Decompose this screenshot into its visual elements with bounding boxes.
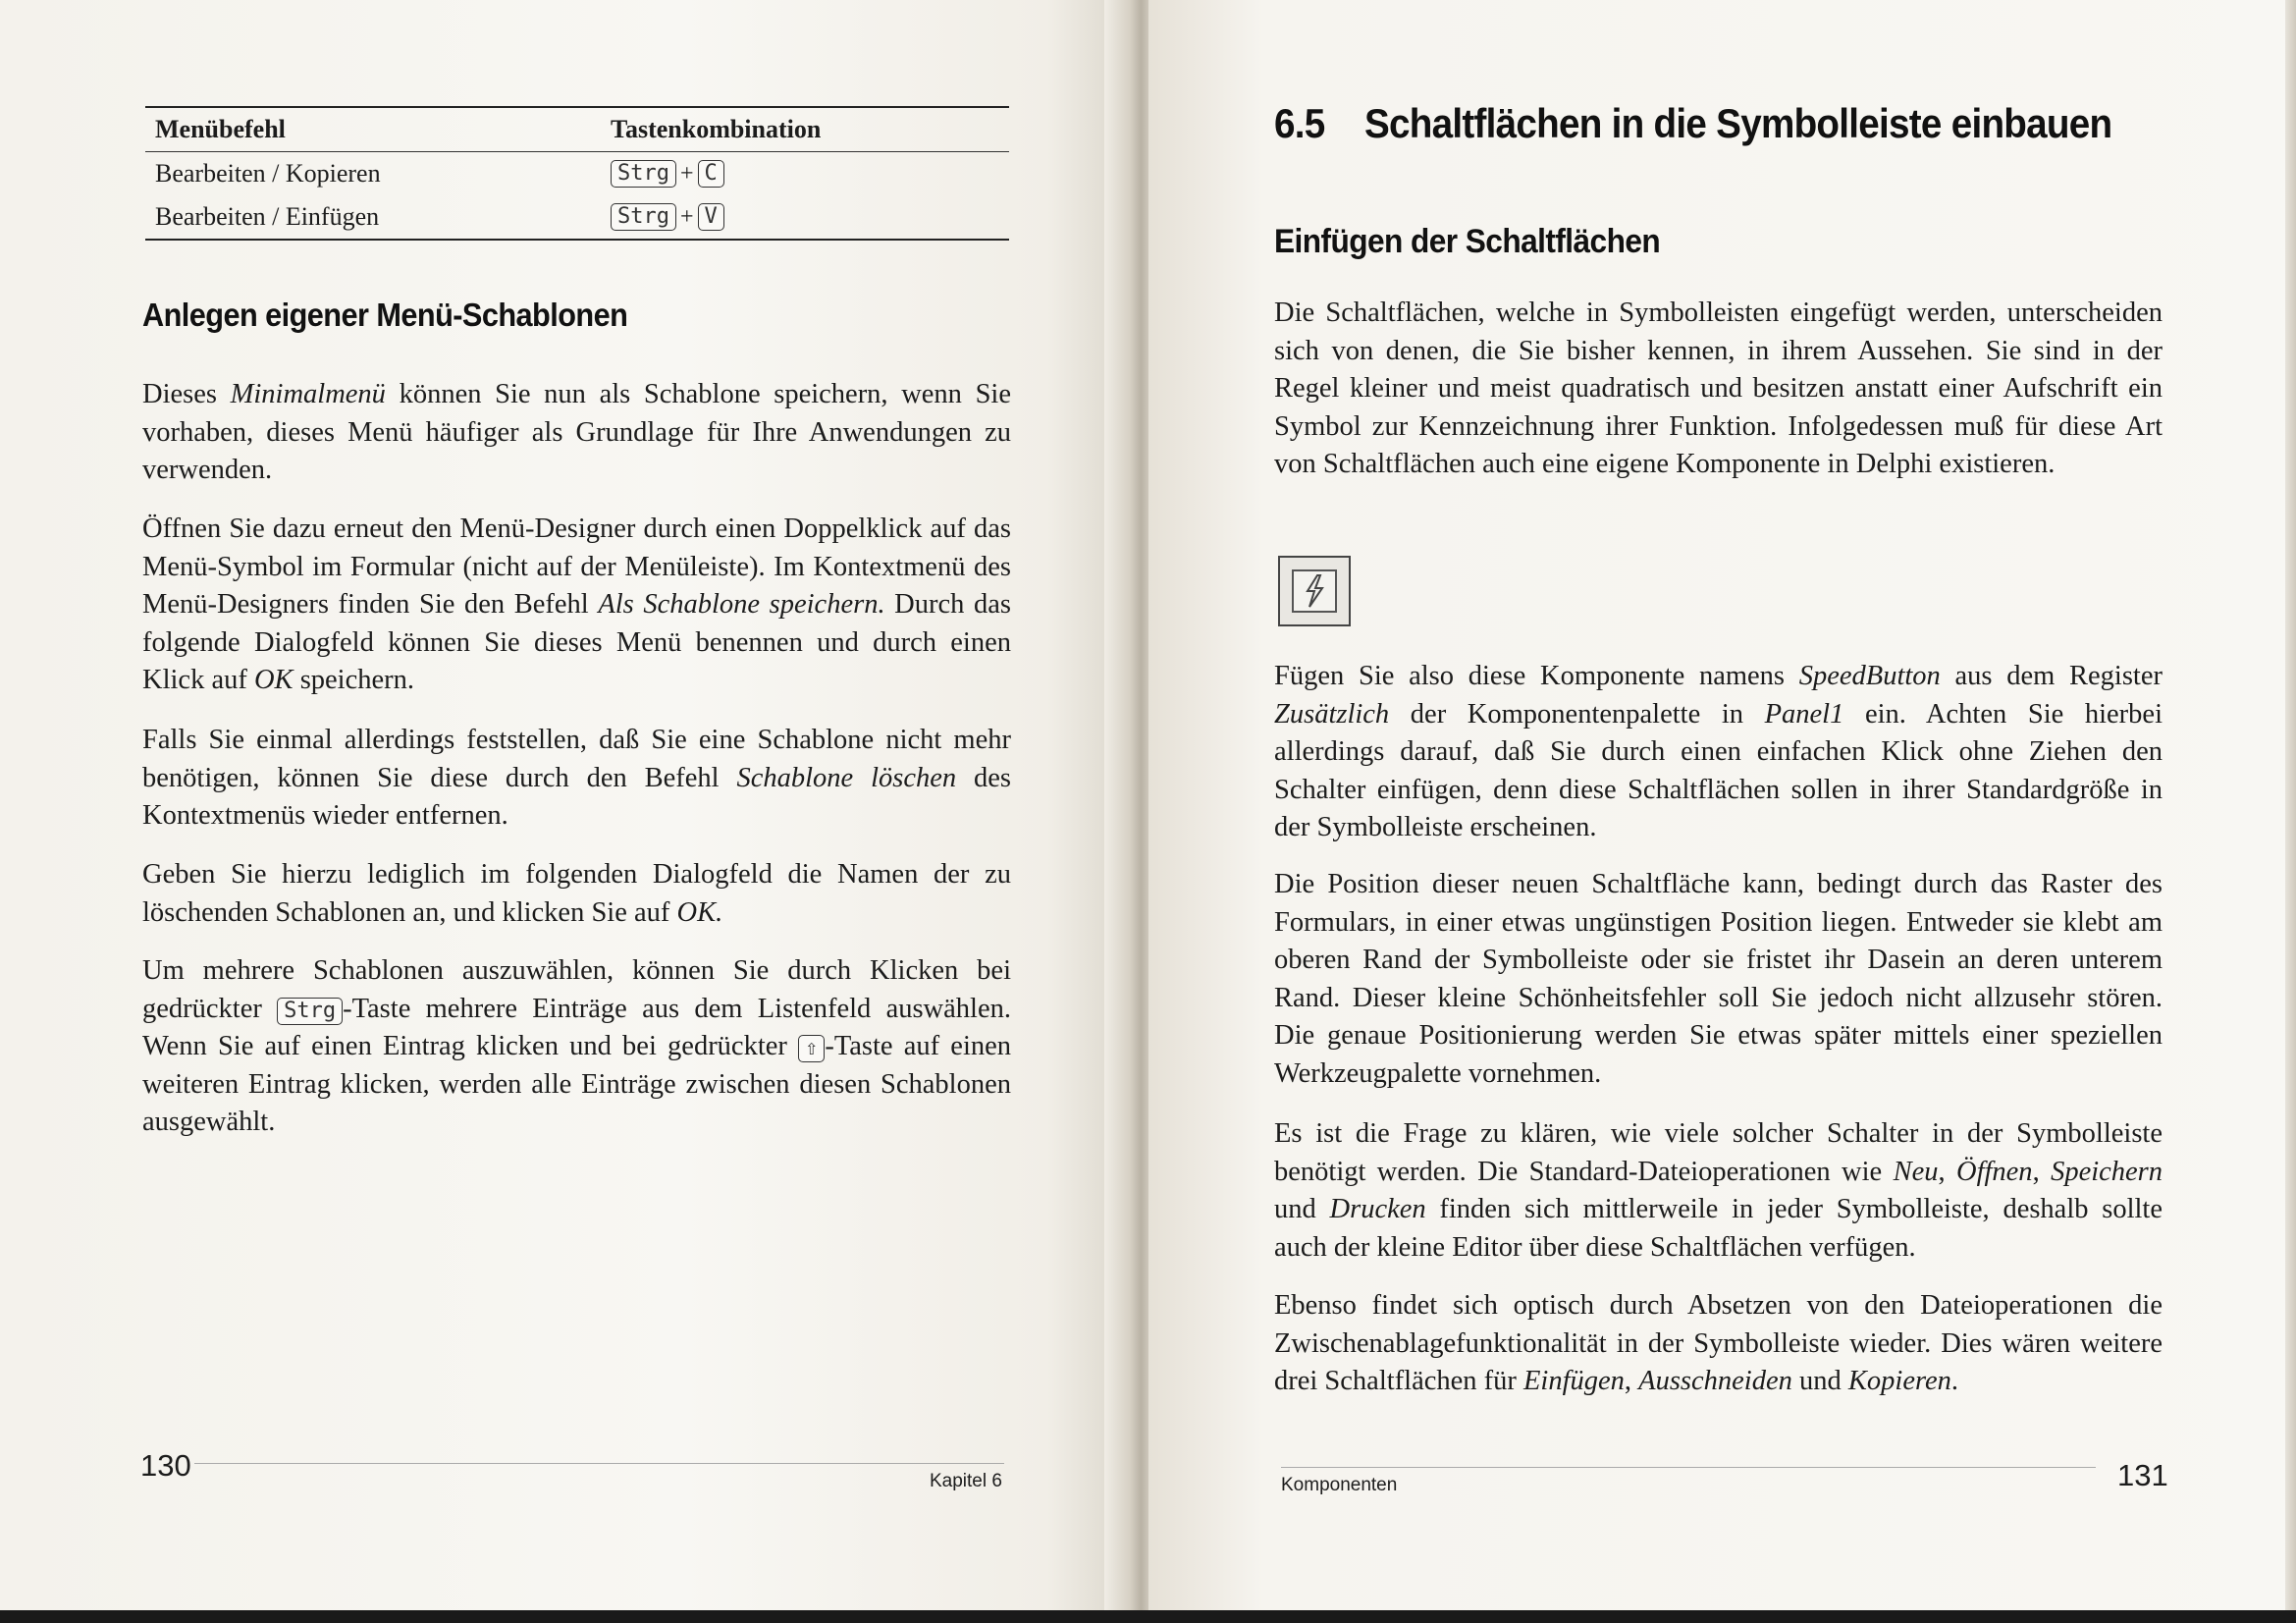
key-cap: Strg — [277, 998, 343, 1025]
table-row — [145, 195, 1009, 239]
text-run: Falls Sie einmal allerdings feststellen, daß Sie eine Schablone nicht mehr benötigen, können Sie diese durch den Befehl — [142, 725, 1011, 793]
text-run: ein. Achten Sie hierbei allerdings darauf, daß Sie durch einen einfachen Klick ohne Ziehen den Schalter einfügen, denn diese Schaltflächen sollen in ihrer Standardgröße in der Symbolleiste erscheinen. — [1274, 698, 2163, 842]
page-number: 130 — [140, 1448, 191, 1483]
text-run: . — [1950, 1366, 1959, 1396]
emphasis: OK — [253, 665, 294, 695]
shortcut-table — [145, 106, 1009, 241]
text-run: Dieses — [142, 379, 231, 409]
text-run: -Taste mehrere Einträge aus dem Listenfeld auswählen. Wenn Sie auf einen Eintrag klicken und bei gedrückter — [142, 993, 1011, 1061]
emphasis: Schablone löschen — [736, 762, 957, 793]
text-run: des Kontextmenüs wieder entfernen. — [142, 762, 1011, 831]
emphasis: Ausschneiden — [1638, 1366, 1792, 1396]
emphasis: SpeedButton — [1798, 661, 1941, 691]
running-footer: Kapitel 6 — [930, 1471, 1002, 1491]
text-run: speichern. — [293, 665, 415, 695]
text-run: finden sich mittlerweile in jeder Symbolleiste, deshalb sollte auch der kleine Editor über diese Schaltflächen verfügen. — [1274, 1194, 2163, 1263]
text-run: und — [1791, 1366, 1848, 1396]
running-footer: Komponenten — [1281, 1475, 1398, 1495]
keys-cell — [611, 160, 1009, 188]
paragraph: Die Position dieser neuen Schaltfläche kann, bedingt durch das Raster des Formulars, in einer etwas ungünstigen Position liegen. Entweder sie klebt am oberen Rand der Symbolleiste oder sie fristet ihr Dasein an deren unterem Rand. Dieser kleine Schönheitsfehler soll Sie jedoch nicht allzusehr stören. Die genaue Positionierung werden Sie etwas später mittels einer speziellen Werkzeugpalette vornehmen. — [1274, 869, 2163, 1089]
scan-border — [0, 1610, 2296, 1623]
page-edge — [2285, 0, 2296, 1623]
paragraph — [142, 376, 1011, 490]
chapter-section-title — [1274, 100, 2111, 147]
keys-cell — [611, 203, 1009, 231]
emphasis: Öffnen — [1955, 1156, 2033, 1187]
text-run: aus dem Register — [1940, 661, 2163, 691]
emphasis: Minimalmenü — [230, 379, 386, 409]
footer-rule — [194, 1463, 1004, 1464]
emphasis: Neu — [1893, 1156, 1939, 1187]
key-cap: Strg — [611, 160, 676, 188]
emphasis: Zusätzlich — [1274, 698, 1390, 730]
paragraph — [142, 722, 1011, 836]
key-cap: V — [698, 203, 724, 231]
emphasis: Als Schablone speichern. — [598, 589, 885, 620]
text-run: und — [1274, 1194, 1330, 1224]
paragraph — [1274, 1115, 2163, 1267]
text-run: Öffnen Sie dazu erneut den Menü-Designer durch einen Doppelklick auf das Menü-Symbol im Formular (nicht auf der Menüleiste). Im Kontextmenü des Menü-Designers finden Sie den Befehl — [142, 514, 1011, 620]
section-heading: Anlegen eigener Menü-Schablonen — [142, 297, 628, 333]
table-header — [145, 108, 1009, 152]
subheading: Einfügen der Schaltflächen — [1274, 223, 1661, 260]
text-run: , — [1938, 1156, 1956, 1187]
speedbutton-icon — [1278, 556, 1351, 626]
text-run: der Komponentenpalette in — [1389, 698, 1765, 730]
text-run: , — [1624, 1366, 1639, 1396]
text-run: Geben Sie hierzu lediglich im folgenden Dialogfeld die Namen der zu löschenden Schablonen an, und klicken Sie auf — [142, 859, 1011, 928]
emphasis: OK. — [676, 896, 723, 928]
text-run: können Sie nun als Schablone speichern, wenn Sie vorhaben, dieses Menü häufiger als Grundlage für Ihre Anwendungen zu verwenden. — [142, 379, 1011, 485]
plus-sign: + — [679, 160, 694, 187]
shift-key-icon: ⇧ — [798, 1035, 825, 1062]
paragraph — [142, 952, 1011, 1142]
page-number: 131 — [2117, 1458, 2168, 1492]
text-run: -Taste auf einen weiteren Eintrag klicken, werden alle Einträge zwischen diesen Schablonen ausgewählt. — [142, 1031, 1012, 1137]
text-run: , — [2032, 1156, 2052, 1187]
section-title: Schaltflächen in die Symbolleiste einbauen — [1364, 100, 2112, 146]
plus-sign: + — [679, 203, 694, 230]
key-cap: C — [698, 160, 724, 188]
command-cell: Bearbeiten / Einfügen — [155, 202, 380, 231]
paragraph — [142, 511, 1011, 700]
speedbutton-face — [1292, 569, 1337, 613]
text-run: Ebenso findet sich optisch durch Absetzen von den Dateioperationen die Zwischenablagefunktionalität in der Symbolleiste wieder. Dies wären weitere drei Schaltflächen für — [1274, 1290, 2163, 1396]
text-run: Durch das folgende Dialogfeld können Sie dieses Menü benennen und durch einen Klick auf — [142, 589, 1011, 695]
paragraph — [142, 856, 1011, 932]
column-header-command: Menübefehl — [155, 115, 286, 143]
column-header-keys: Tastenkombination — [611, 115, 822, 143]
emphasis: Panel1 — [1764, 698, 1844, 730]
lightning-glyph-icon — [1294, 571, 1335, 611]
table-row — [145, 152, 1009, 195]
key-cap: Strg — [611, 203, 676, 231]
paragraph — [1274, 658, 2163, 847]
section-number: 6.5 — [1274, 100, 1325, 146]
emphasis: Speichern — [2051, 1156, 2163, 1187]
emphasis: Kopieren — [1847, 1366, 1951, 1396]
paragraph — [1274, 1287, 2163, 1401]
command-cell: Bearbeiten / Kopieren — [155, 159, 381, 188]
emphasis: Einfügen — [1523, 1366, 1625, 1396]
paragraph: Die Schaltflächen, welche in Symbolleisten eingefügt werden, unterscheiden sich von denen, die Sie bisher kennen, in ihrem Aussehen. Sie sind in der Regel kleiner und meist quadratisch und besitzen anstatt einer Aufschrift ein Symbol zur Kennzeichnung ihrer Funktion. Infolgedessen muß für diese Art von Schaltflächen auch eine eigene Komponente in Delphi existieren. — [1274, 298, 2163, 479]
footer-rule — [1281, 1467, 2096, 1468]
text-run: Fügen Sie also diese Komponente namens — [1274, 661, 1799, 691]
text-run: Um mehrere Schablonen auszuwählen, können Sie durch Klicken bei gedrückter — [142, 955, 1011, 1024]
emphasis: Drucken — [1329, 1194, 1426, 1224]
text-run: Es ist die Frage zu klären, wie viele solcher Schalter in der Symbolleiste benötigt werden. Die Standard-Dateioperationen wie — [1274, 1118, 2163, 1187]
